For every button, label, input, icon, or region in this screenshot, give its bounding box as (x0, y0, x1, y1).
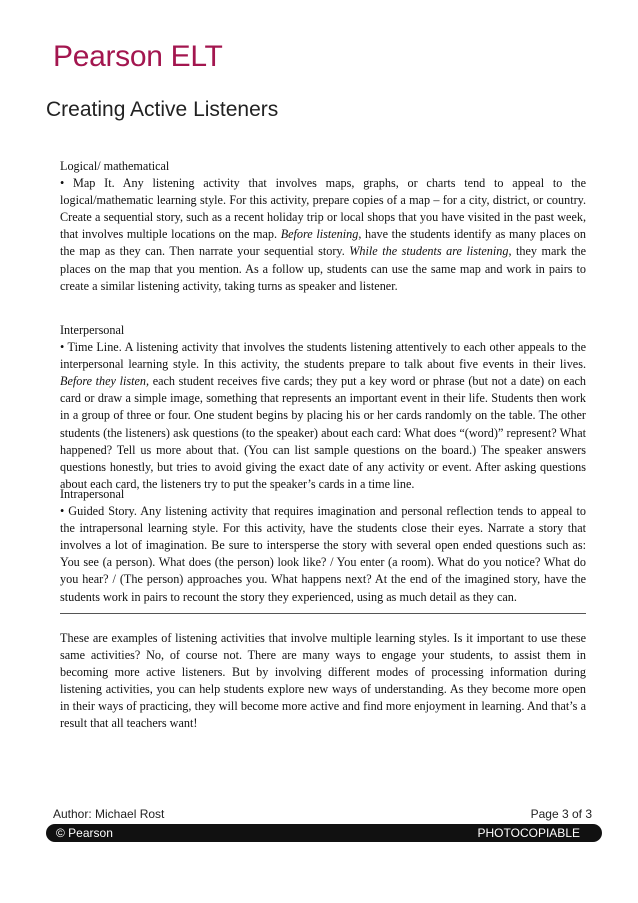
section-heading: Interpersonal (60, 323, 125, 337)
section-logical (60, 158, 586, 295)
emphasis-text: Before they listen, (60, 374, 150, 389)
page-title: Creating Active Listeners (46, 98, 279, 121)
closing-paragraph: These are examples of listening activities that involve multiple learning styles. Is it important to use these same activities? No, of course not. There are many ways to engage your students, to assist them in becoming more active listeners. But by involving different modes of processing information during listening activities, you can help students explore new ways of understanding. As they become more open in their ways of practicing, they will become more active and find more enjoyment in learning. And that’s a result that all teachers want! (60, 631, 586, 731)
section-divider (60, 613, 586, 614)
section-interpersonal (60, 322, 586, 493)
section-heading: Intrapersonal (60, 487, 125, 501)
footer-author: Author: Michael Rost (53, 807, 165, 821)
section-heading: Logical/ mathematical (60, 159, 170, 173)
section-body (60, 503, 586, 606)
section-body (60, 175, 586, 295)
footer-copyright: © Pearson (56, 826, 113, 840)
text-run: • Time Line. A listening activity that involves the students listening attentively to each other appeals to the interpersonal learning style. In this activity, the students prepare to talk about five events in their lives. (60, 340, 586, 372)
section-intrapersonal (60, 486, 586, 606)
footer-bar (46, 824, 602, 842)
footer-photocopiable: PHOTOCOPIABLE (477, 826, 580, 840)
text-run: each student receives five cards; they put a key word or phrase (but not a date) on each card or draw a simple image, something that represents an important event in their life. Students then work in a group of three or four. One student begins by placing his or her cards randomly on the table. The other students (the listeners) ask questions (to the speaker) about each card: What does “(word)” represent? What happened? Tell us more about that. (You can list sample questions on the board.) The speaker answers questions honestly, but tries to avoid giving the exact date of any activity or event. After asking questions about each card, the listeners try to put the speaker’s cards in a time line. (60, 374, 586, 491)
text-run: , have the students identify as many places on the map as they can. Then narrate your sequential story. (60, 227, 586, 259)
section-body (60, 339, 586, 493)
text-run: , they mark the places on the map that you mention. As a follow up, students can use the same map and work in pairs to create a similar listening activity, taking turns as speaker and listener. (60, 244, 586, 293)
brand-logo: Pearson ELT (53, 40, 223, 73)
footer-page-number: Page 3 of 3 (530, 807, 592, 821)
text-run: • Map It. Any listening activity that involves maps, graphs, or charts tend to appeal to the logical/mathematic learning style. For this activity, prepare copies of a map – for a city, district, or country. Create a sequential story, such as a recent holiday trip or local shops that you have visited in the past week, that involves multiple locations on the map. (60, 176, 586, 242)
emphasis-text: Before listening (280, 227, 359, 242)
emphasis-text: While the students are listening (349, 244, 509, 259)
text-run: • Guided Story. Any listening activity that requires imagination and personal reflection tends to appeal to the intrapersonal learning style. For this activity, have the students close their eyes. Narrate a story that involves a lot of imagination. Be sure to intersperse the story with several open ended questions such as: You see (a person). What does (the person) look like? / You enter (a room). What do you notice? What do you hear? / (The person) approaches you. What happens next? At the end of the imagined story, have the students work in pairs to recount the story they experienced, using as much detail as they can. (60, 504, 586, 604)
